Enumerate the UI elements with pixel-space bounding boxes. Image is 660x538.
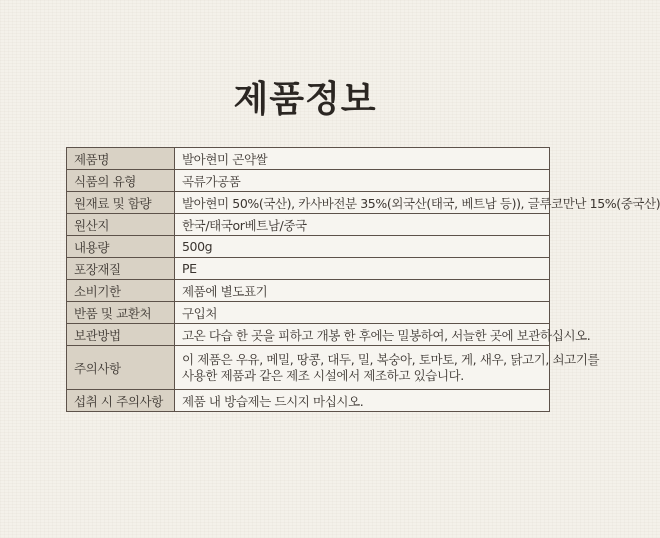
row-label: 섭취 시 주의사항 bbox=[67, 390, 175, 412]
row-value: 제품 내 방습제는 드시지 마십시오. bbox=[175, 390, 550, 412]
row-label: 주의사항 bbox=[67, 346, 175, 390]
table-row bbox=[67, 302, 550, 324]
row-value: 500g bbox=[175, 236, 550, 258]
row-label: 내용량 bbox=[67, 236, 175, 258]
row-value: 한국/태국or베트남/중국 bbox=[175, 214, 550, 236]
table-row bbox=[67, 324, 550, 346]
product-info-table bbox=[66, 147, 660, 412]
page-title: 제품정보 bbox=[233, 79, 377, 120]
row-label: 원산지 bbox=[67, 214, 175, 236]
row-value-line: 사용한 제품과 같은 제조 시설에서 제조하고 있습니다. bbox=[182, 367, 464, 383]
row-value: 구입처 bbox=[175, 302, 550, 324]
table-row bbox=[67, 280, 550, 302]
row-value bbox=[175, 346, 600, 390]
table-row bbox=[67, 148, 550, 170]
row-label: 원재료 및 함량 bbox=[67, 192, 175, 214]
row-value: PE bbox=[175, 258, 550, 280]
table-row bbox=[67, 192, 550, 214]
row-value: 제품에 별도표기 bbox=[175, 280, 550, 302]
row-value: 발아현미 50%(국산), 카사바전분 35%(외국산(태국, 베트남 등)), 글루코만난 15%(중국산) bbox=[175, 192, 550, 214]
row-label: 소비기한 bbox=[67, 280, 175, 302]
row-value: 고온 다습 한 곳을 피하고 개봉 한 후에는 밀봉하여, 서늘한 곳에 보관하십시오. bbox=[175, 324, 550, 346]
table-row bbox=[67, 214, 550, 236]
table-row bbox=[67, 258, 550, 280]
row-label: 반품 및 교환처 bbox=[67, 302, 175, 324]
table-row bbox=[67, 390, 550, 412]
row-label: 보관방법 bbox=[67, 324, 175, 346]
table-row bbox=[67, 170, 550, 192]
row-value: 곡류가공품 bbox=[175, 170, 550, 192]
row-label: 제품명 bbox=[67, 148, 175, 170]
row-label: 식품의 유형 bbox=[67, 170, 175, 192]
row-value: 발아현미 곤약쌀 bbox=[175, 148, 550, 170]
row-label: 포장재질 bbox=[67, 258, 175, 280]
table-row bbox=[67, 236, 550, 258]
row-value-line: 이 제품은 우유, 메밀, 땅콩, 대두, 밀, 복숭아, 토마토, 게, 새우, 닭고기, 쇠고기를 bbox=[182, 351, 600, 367]
table-row bbox=[67, 346, 550, 390]
